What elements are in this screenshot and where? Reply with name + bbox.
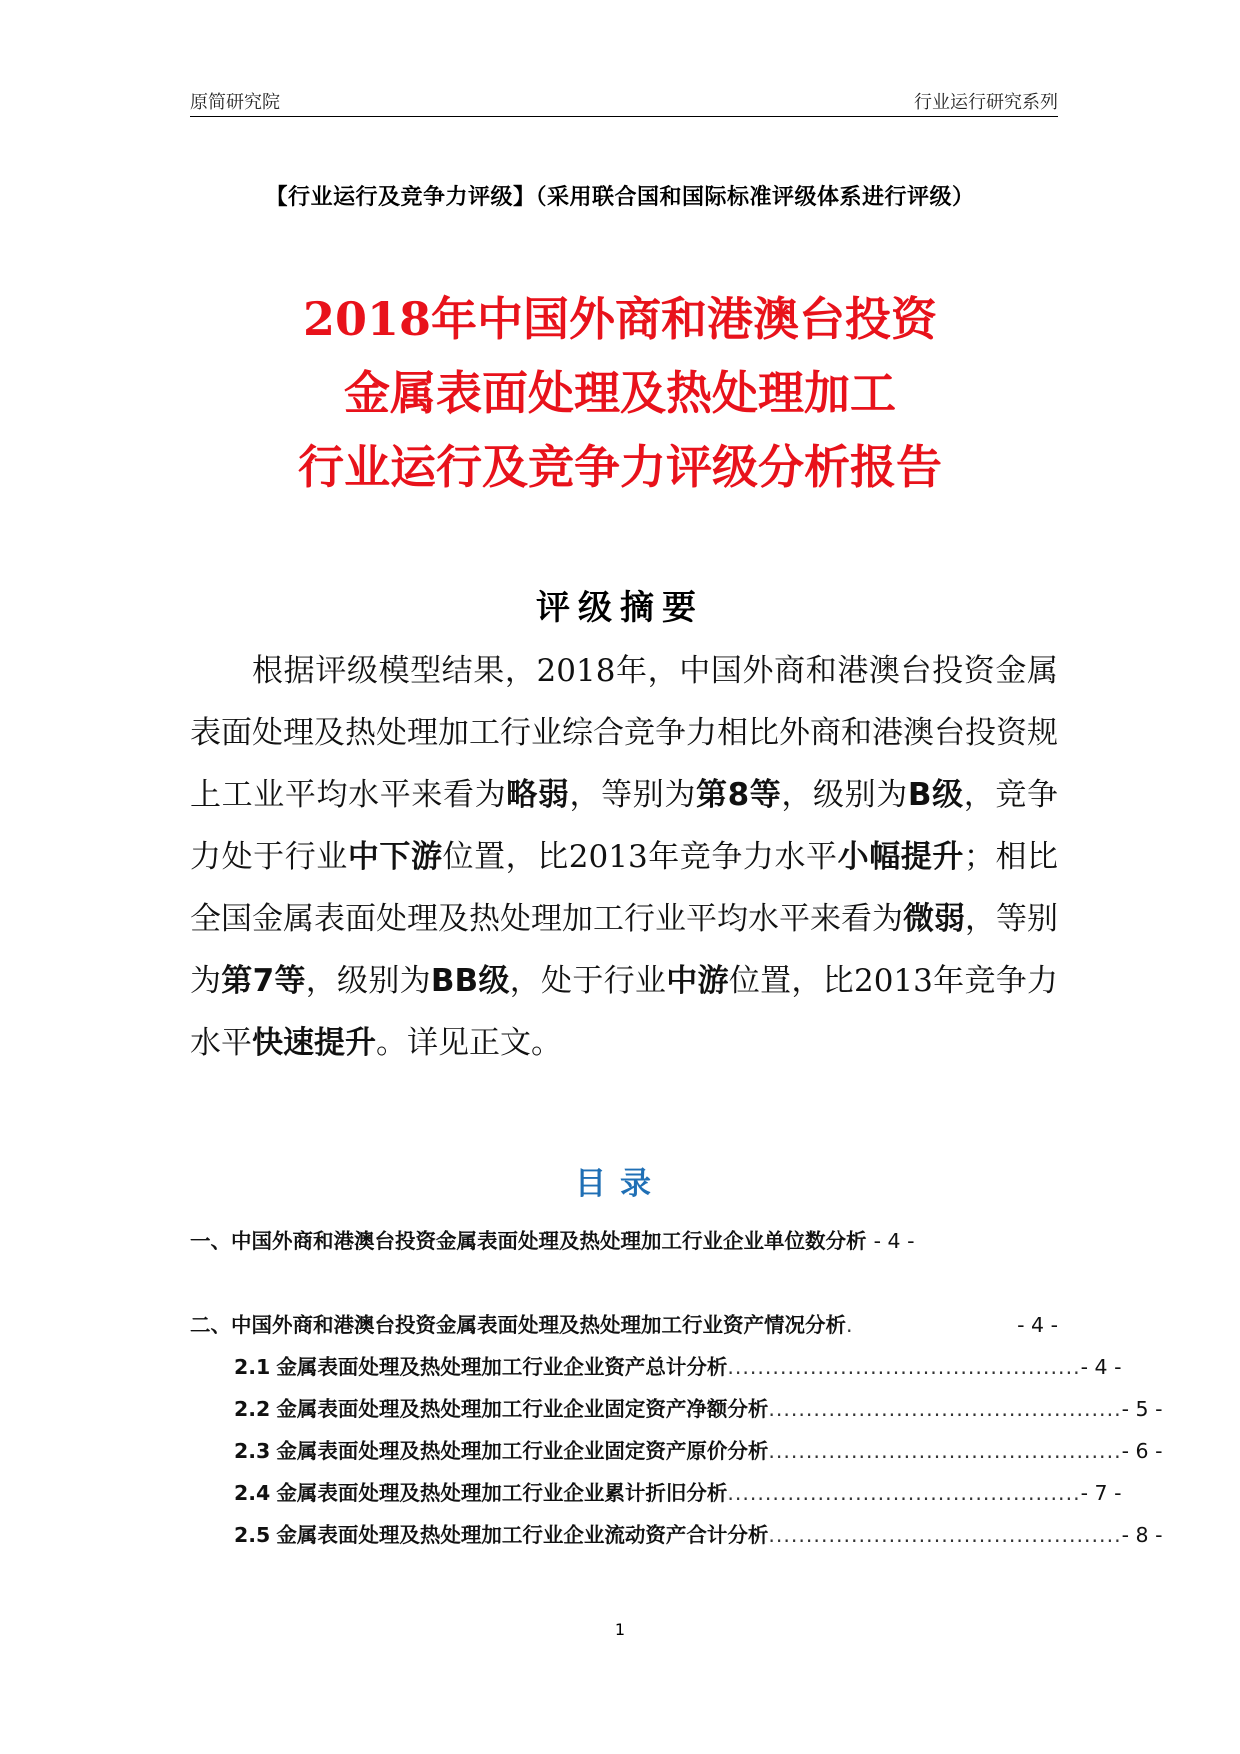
summary-highlight: 中下游: [347, 839, 443, 875]
summary-text: ，竞争力处于行业: [190, 777, 1059, 875]
page-number: 1: [614, 1620, 626, 1639]
toc-leader-dots: ...............................................: [768, 1523, 1122, 1547]
header-org: 原简研究院: [190, 92, 280, 113]
toc-entry-number: 2.3: [234, 1439, 271, 1463]
report-title: [0, 282, 1240, 504]
toc-entry-text: 金属表面处理及热处理加工行业企业累计折旧分析: [276, 1481, 728, 1505]
summary-text: ，等别为: [190, 901, 1058, 999]
toc-leader-dots: ...............................................: [727, 1481, 1081, 1505]
title-line-1: 2018年中国外商和港澳台投资: [302, 292, 938, 346]
toc-entry-text: 二、中国外商和港澳台投资金属表面处理及热处理加工行业资产情况分析: [190, 1313, 846, 1337]
summary-text: 根据评级模型结果，2018年，中国外商和港澳台投资金属表面处理及热处理加工行业综合竞争力相比外商和港澳台投资规上工业平均水平来看为: [190, 653, 1058, 813]
summary-highlight: B级: [907, 777, 964, 813]
toc-entry-page: - 6 -: [1121, 1439, 1163, 1463]
toc-leader-dots: ...............................................: [727, 1355, 1081, 1379]
toc-entry-text: 一、中国外商和港澳台投资金属表面处理及热处理加工行业企业单位数分析: [190, 1229, 867, 1253]
page-header: [190, 86, 1058, 117]
header-series: 行业运行研究系列: [914, 92, 1058, 113]
toc-entry-page: - 4 -: [1017, 1313, 1058, 1337]
summary-paragraph: [190, 640, 1058, 1074]
title-line-2: 金属表面处理及热处理加工: [344, 366, 896, 420]
toc-entry-number: 2.4: [234, 1481, 271, 1505]
summary-highlight: 中游: [666, 963, 729, 999]
toc-entry-2[interactable]: [190, 1304, 1058, 1346]
summary-text: ，等别为: [569, 777, 696, 813]
summary-text: ，级别为: [781, 777, 908, 813]
toc-entry-text: 金属表面处理及热处理加工行业企业流动资产合计分析: [276, 1523, 769, 1547]
toc-heading: 目录: [575, 1166, 665, 1202]
summary-highlight: 第7等: [221, 963, 306, 999]
toc-entry-page: - 4 -: [873, 1229, 915, 1253]
summary-highlight: 第8等: [695, 777, 782, 813]
summary-text: ，处于行业: [509, 963, 667, 999]
toc-entry-2-5[interactable]: [190, 1514, 1163, 1556]
summary-text: 。详见正文。: [376, 1025, 562, 1061]
toc-entry-number: 2.2: [234, 1397, 271, 1421]
toc-entry-page: - 7 -: [1080, 1481, 1122, 1505]
toc-entry-1[interactable]: [190, 1220, 1058, 1304]
toc-entry-2-4[interactable]: [190, 1472, 1122, 1514]
summary-text: ；相比全国金属表面处理及热处理加工行业平均水平来看为: [190, 839, 1059, 937]
summary-text: ，级别为: [305, 963, 431, 999]
summary-text: 位置，比2013年竞争力水平: [442, 839, 838, 875]
toc-entry-page: - 4 -: [1080, 1355, 1122, 1379]
toc-leader-dots: ...............................................: [768, 1397, 1122, 1421]
toc-entry-number: 2.1: [234, 1355, 271, 1379]
toc-leader-dots: .: [846, 1313, 854, 1337]
summary-text: 位置，比2013年竞争力水平: [190, 963, 1059, 1061]
summary-heading: 评级摘要: [536, 588, 704, 628]
toc-leader-dots: ...............................................: [768, 1439, 1122, 1463]
toc-entry-2-3[interactable]: [190, 1430, 1163, 1472]
summary-highlight: 快速提升: [252, 1025, 376, 1061]
toc-entry-number: 2.5: [234, 1523, 271, 1547]
toc-entry-2-1[interactable]: [190, 1346, 1122, 1388]
toc-entry-text: 金属表面处理及热处理加工行业企业固定资产原价分析: [276, 1439, 769, 1463]
toc-entry-page: - 8 -: [1121, 1523, 1163, 1547]
table-of-contents: [190, 1220, 1163, 1556]
toc-entry-page: - 5 -: [1121, 1397, 1163, 1421]
summary-highlight: BB级: [430, 963, 510, 999]
toc-entry-text: 金属表面处理及热处理加工行业企业资产总计分析: [276, 1355, 728, 1379]
summary-highlight: 小幅提升: [837, 839, 964, 875]
title-line-3: 行业运行及竞争力评级分析报告: [298, 440, 942, 494]
summary-highlight: 略弱: [506, 777, 570, 813]
rating-note: 【行业运行及竞争力评级】（采用联合国和国际标准评级体系进行评级）: [265, 185, 975, 210]
toc-entry-2-2[interactable]: [190, 1388, 1163, 1430]
toc-entry-text: 金属表面处理及热处理加工行业企业固定资产净额分析: [276, 1397, 769, 1421]
summary-highlight: 微弱: [903, 901, 965, 937]
